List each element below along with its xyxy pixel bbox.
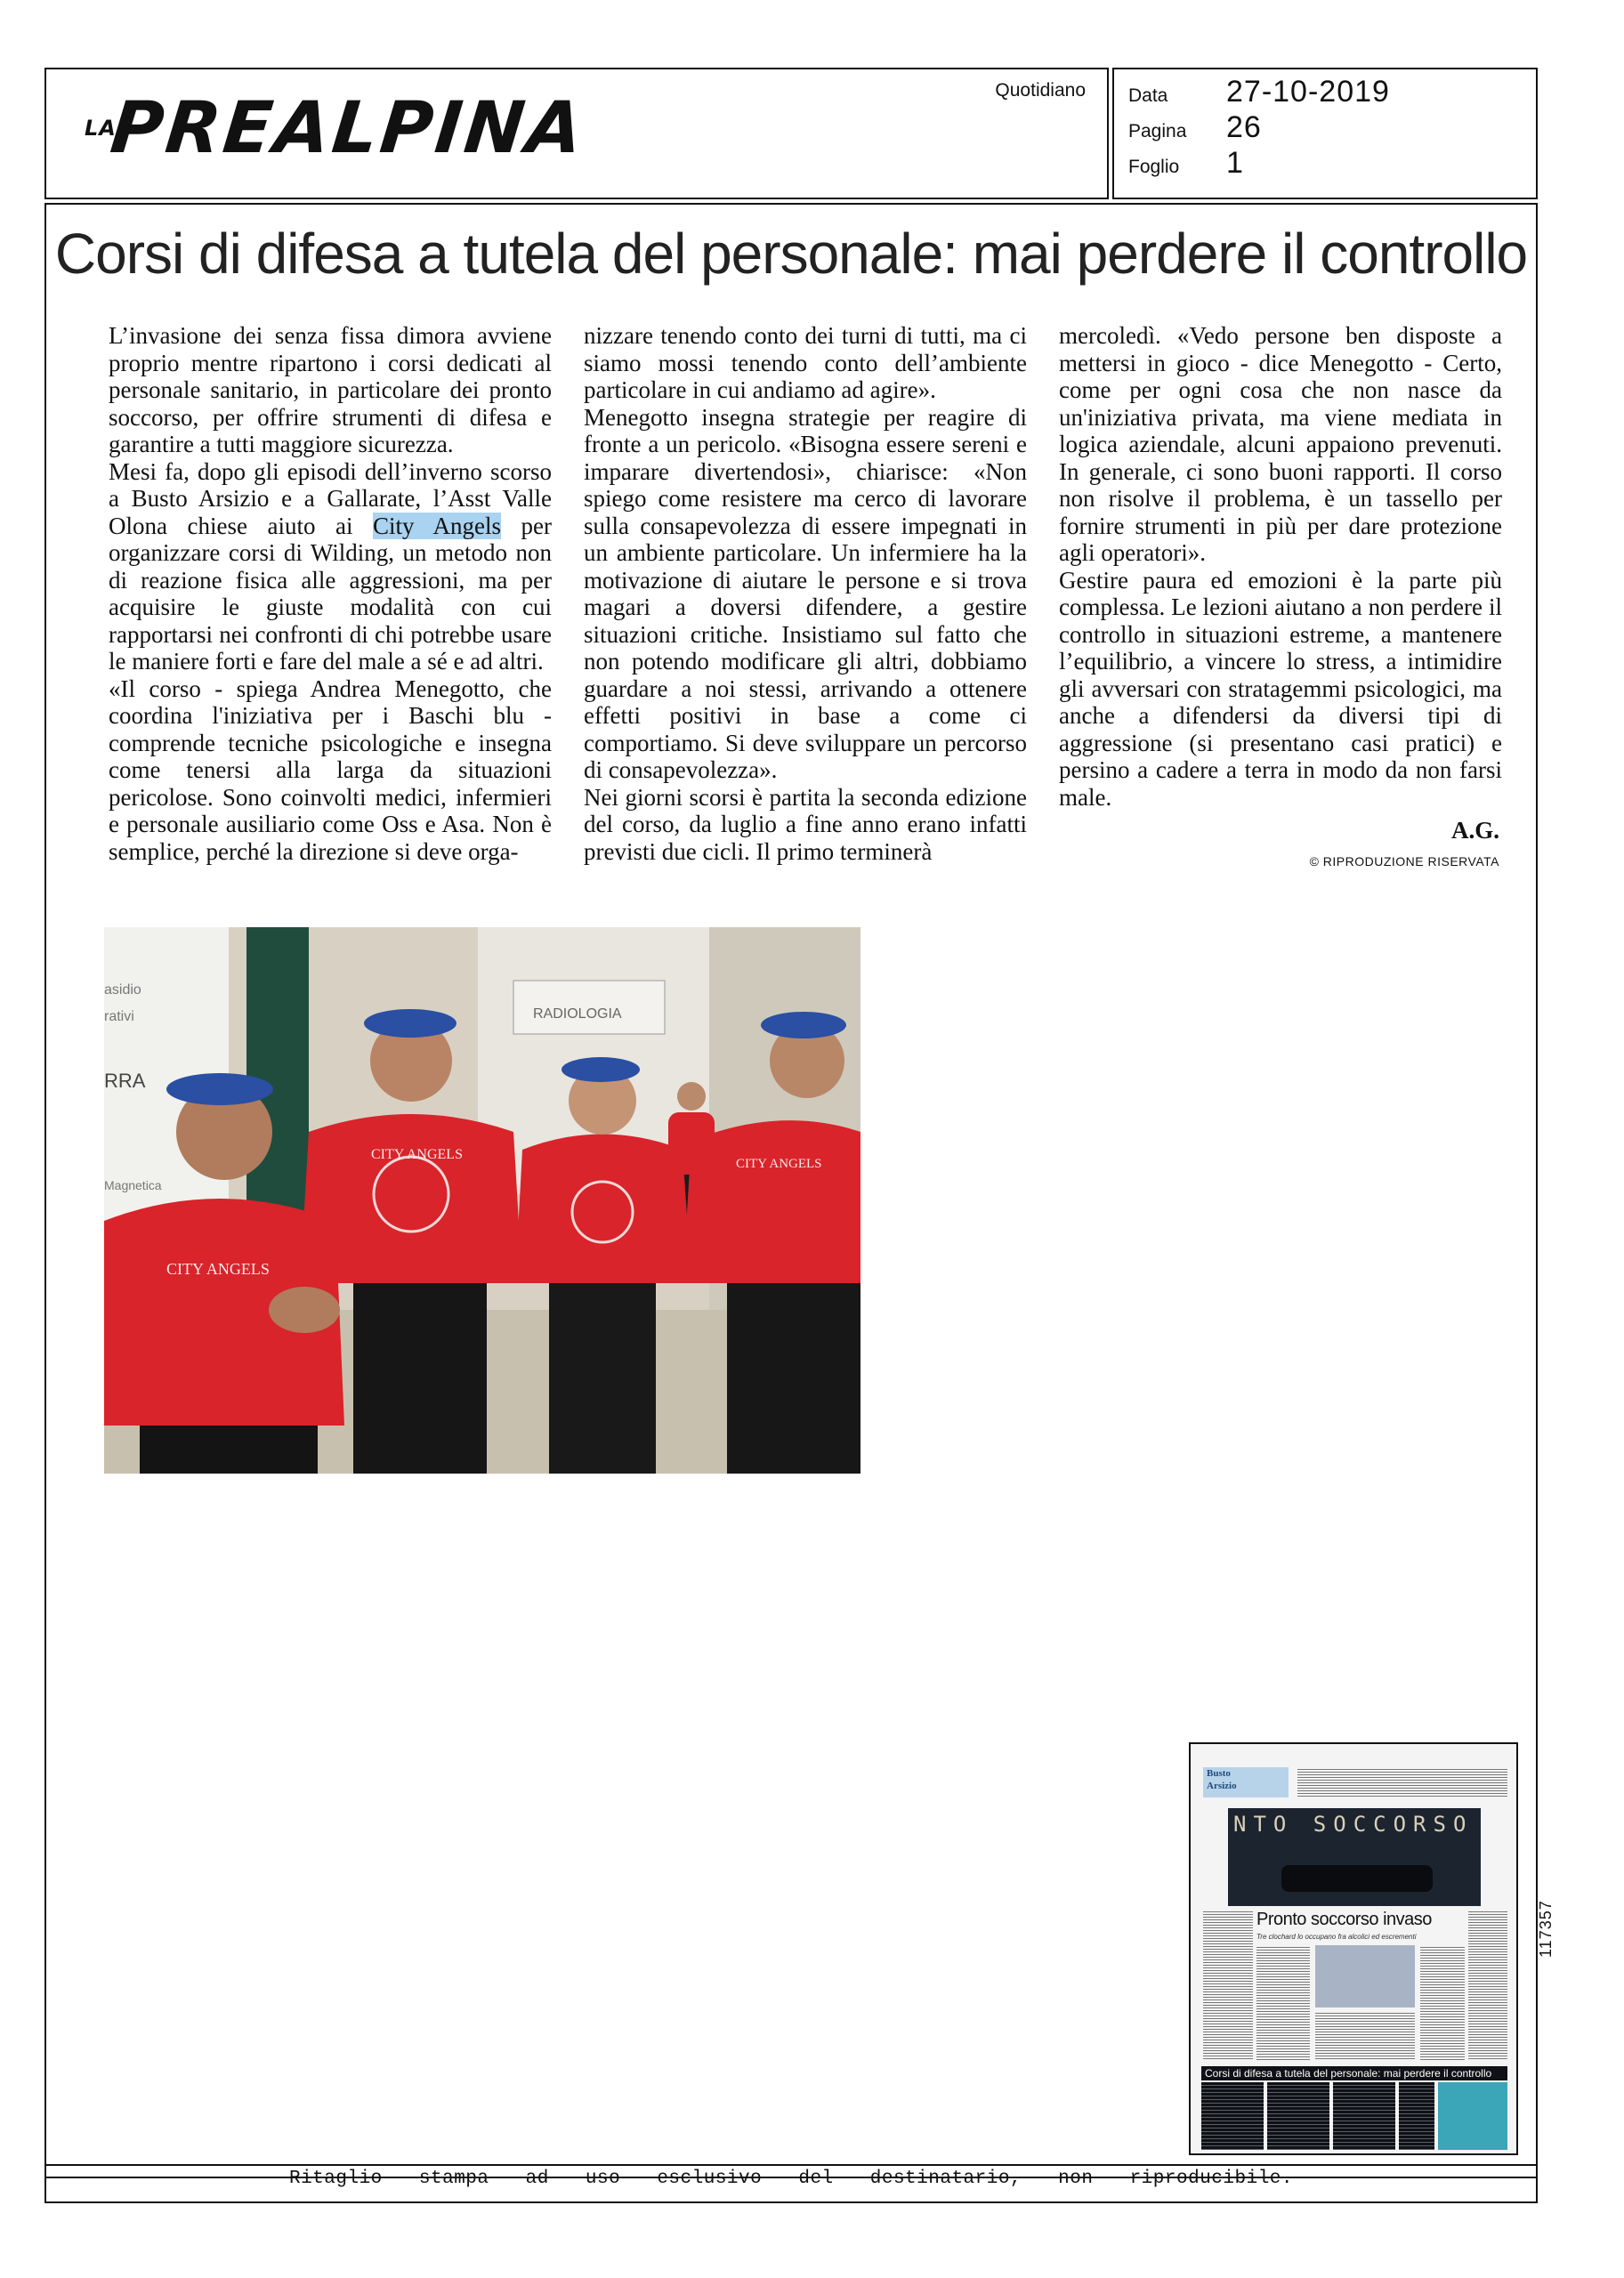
logo-name: PREALPINA — [107, 86, 589, 169]
paragraph: nizzare tenendo conto dei turni di tutti, ma ci siamo mossi tenendo conto dell’ambiente particolare in cui andiamo ad agire». — [584, 322, 1027, 403]
meta-page — [1128, 110, 1262, 145]
copyright-notice: © RIPRODUZIONE RISERVATA — [1309, 854, 1499, 868]
meta-sheet-value: 1 — [1226, 146, 1244, 180]
meta-sheet — [1128, 146, 1244, 181]
article-column-3 — [1059, 322, 1502, 811]
thumbnail-dark-column — [1267, 2082, 1329, 2150]
thumbnail-title: Pronto soccorso invaso — [1256, 1910, 1432, 1929]
page-thumbnail — [1189, 1742, 1518, 2155]
highlighted-keyword: City Angels — [372, 512, 501, 539]
shirt-text: CITY ANGELS — [371, 1147, 463, 1162]
article-photo — [104, 927, 860, 1474]
paragraph-text: per organizzare corsi di Wilding, un metodo non di reazione fisica alle aggressioni, ma per acquisire le giuste modalità con cui rapportarsi nei confronti di chi potrebbe usare le maniere forti e fare del male a sé e ad altri. — [109, 512, 552, 675]
thumbnail-section-header — [1203, 1767, 1289, 1797]
thumbnail-dark-column — [1201, 2082, 1264, 2150]
thumbnail-photo — [1438, 2082, 1507, 2150]
thumbnail-inner-photo — [1315, 1945, 1415, 2007]
paragraph: mercoledì. «Vedo persone ben disposte a mettersi in gioco - dice Menegotto - Certo, come per ogni cosa che non nasce da un'iniziativa privata, ma viene mediata in logica aziendale, alcuni appaiono prevenuti. In generale, ci sono buoni rapporti. Il corso non risolve il problema, è un tassello per fornire strumenti in più per dare protezione agli operatori». — [1059, 322, 1502, 566]
meta-date — [1128, 75, 1390, 109]
thumbnail-text-block — [1203, 1910, 1253, 2061]
thumbnail-text-block — [1315, 2011, 1415, 2061]
paragraph: Gestire paura ed emozioni è la parte più complessa. Le lezioni aiutano a non perdere il controllo in situazioni estreme, a mantenere l’equilibrio, a vincere lo stress, a intimidire gli avversari con stratagemmi psicologici, ma anche a difendersi da diversi tipi di aggressione (si presentano casi pratici) e persino a cadere a terra in modo da non farsi male. — [1059, 566, 1502, 811]
photo-wall-text: rativi — [104, 1009, 134, 1024]
thumbnail-dark-column — [1333, 2082, 1395, 2150]
thumbnail-text-block — [1420, 1945, 1465, 2061]
shirt-text: CITY ANGELS — [166, 1260, 270, 1278]
article-headline: Corsi di difesa a tutela del personale: mai perdere il controllo — [54, 222, 1528, 286]
author-signature: A.G. — [1451, 817, 1499, 844]
paragraph: Menegotto insegna strategie per reagire di fronte a un pericolo. «Bisogna essere sereni e imparare divertendosi», chiarisce: «Non spiego come resistere ma cerco di lavorare sulla consapevolezza di essere impegnati in un ambiente particolare. Un infermiere ha la motivazione di aiutare le persone e si trova magari a doversi difendere, a gestire situazioni critiche. Insistiamo sul fatto che non potendo modificare gli altri, dobbiamo guardare a noi stessi, arrivando a ottenere effetti positivi in base a come ci comportiamo. Si deve sviluppare un percorso di consapevolezza». — [584, 403, 1027, 783]
logo-prefix: LA — [85, 116, 117, 141]
meta-date-label: Data — [1128, 85, 1168, 106]
paragraph: L’invasione dei senza fissa dimora avviene proprio mentre ripartono i corsi dedicati al personale sanitario, in particolare dei pronto soccorso, per offrire strumenti di difesa e garantire a tutti maggiore sicurezza. — [109, 322, 552, 457]
photo-illustration — [104, 927, 860, 1474]
article-column-2 — [584, 322, 1027, 865]
thumbnail-bottom-title: Corsi di difesa a tutela del personale: mai perdere il controllo — [1201, 2066, 1507, 2080]
photo-wall-text: asidio — [104, 982, 141, 998]
paragraph: «Il corso - spiega Andrea Menegotto, che coordina l'iniziativa per i Baschi blu - comprende tecniche psicologiche e insegna come tenersi alla larga da situazioni pericolose. Sono coinvolti medici, infermieri e personale ausiliario come Oss e Asa. Non è semplice, perché la direzione si deve orga- — [109, 675, 552, 865]
thumbnail-dark-column — [1399, 2082, 1434, 2150]
paragraph-text: Mesi fa, dopo gli episodi dell’inverno scorso a Busto Arsizio e a Gallarate, l’Asst Valle Olona chiese aiuto ai — [109, 457, 552, 539]
meta-page-value: 26 — [1226, 110, 1262, 144]
footer-disclaimer: Ritaglio stampa ad uso esclusivo del destinatario, non riproducibile. — [288, 2169, 1294, 2189]
thumbnail-text-block — [1256, 1945, 1310, 2061]
paragraph: Nei giorni scorsi è partita la seconda edizione del corso, da luglio a fine anno erano infatti previsti due cicli. Il primo terminerà — [584, 783, 1027, 865]
shirt-text: CITY ANGELS — [736, 1157, 822, 1171]
meta-sheet-label: Foglio — [1128, 157, 1180, 177]
publication-type: Quotidiano — [995, 80, 1086, 101]
thumbnail-car-shape — [1281, 1865, 1433, 1892]
meta-date-value: 27-10-2019 — [1226, 75, 1390, 109]
thumbnail-subtitle: Tre clochard lo occupano fra alcolici ed escrementi — [1256, 1933, 1417, 1941]
photo-wall-text: RRA — [104, 1070, 146, 1092]
paragraph — [109, 458, 552, 675]
photo-sign-text: RADIOLOGIA — [533, 1006, 622, 1022]
photo-wall-text: Magnetica — [104, 1178, 162, 1192]
thumbnail-banner-photo — [1228, 1808, 1481, 1906]
thumbnail-banner-text: NTO SOCCORSO — [1233, 1812, 1474, 1837]
meta-page-label: Pagina — [1128, 121, 1187, 141]
thumbnail-section-word: Busto — [1207, 1768, 1231, 1779]
thumbnail-text-block — [1468, 1910, 1507, 2061]
thumbnail-text-block — [1297, 1767, 1507, 1797]
article-column-1 — [109, 322, 552, 865]
thumbnail-section-word: Arsizio — [1207, 1781, 1237, 1791]
document-id: 117357 — [1537, 1900, 1555, 1958]
